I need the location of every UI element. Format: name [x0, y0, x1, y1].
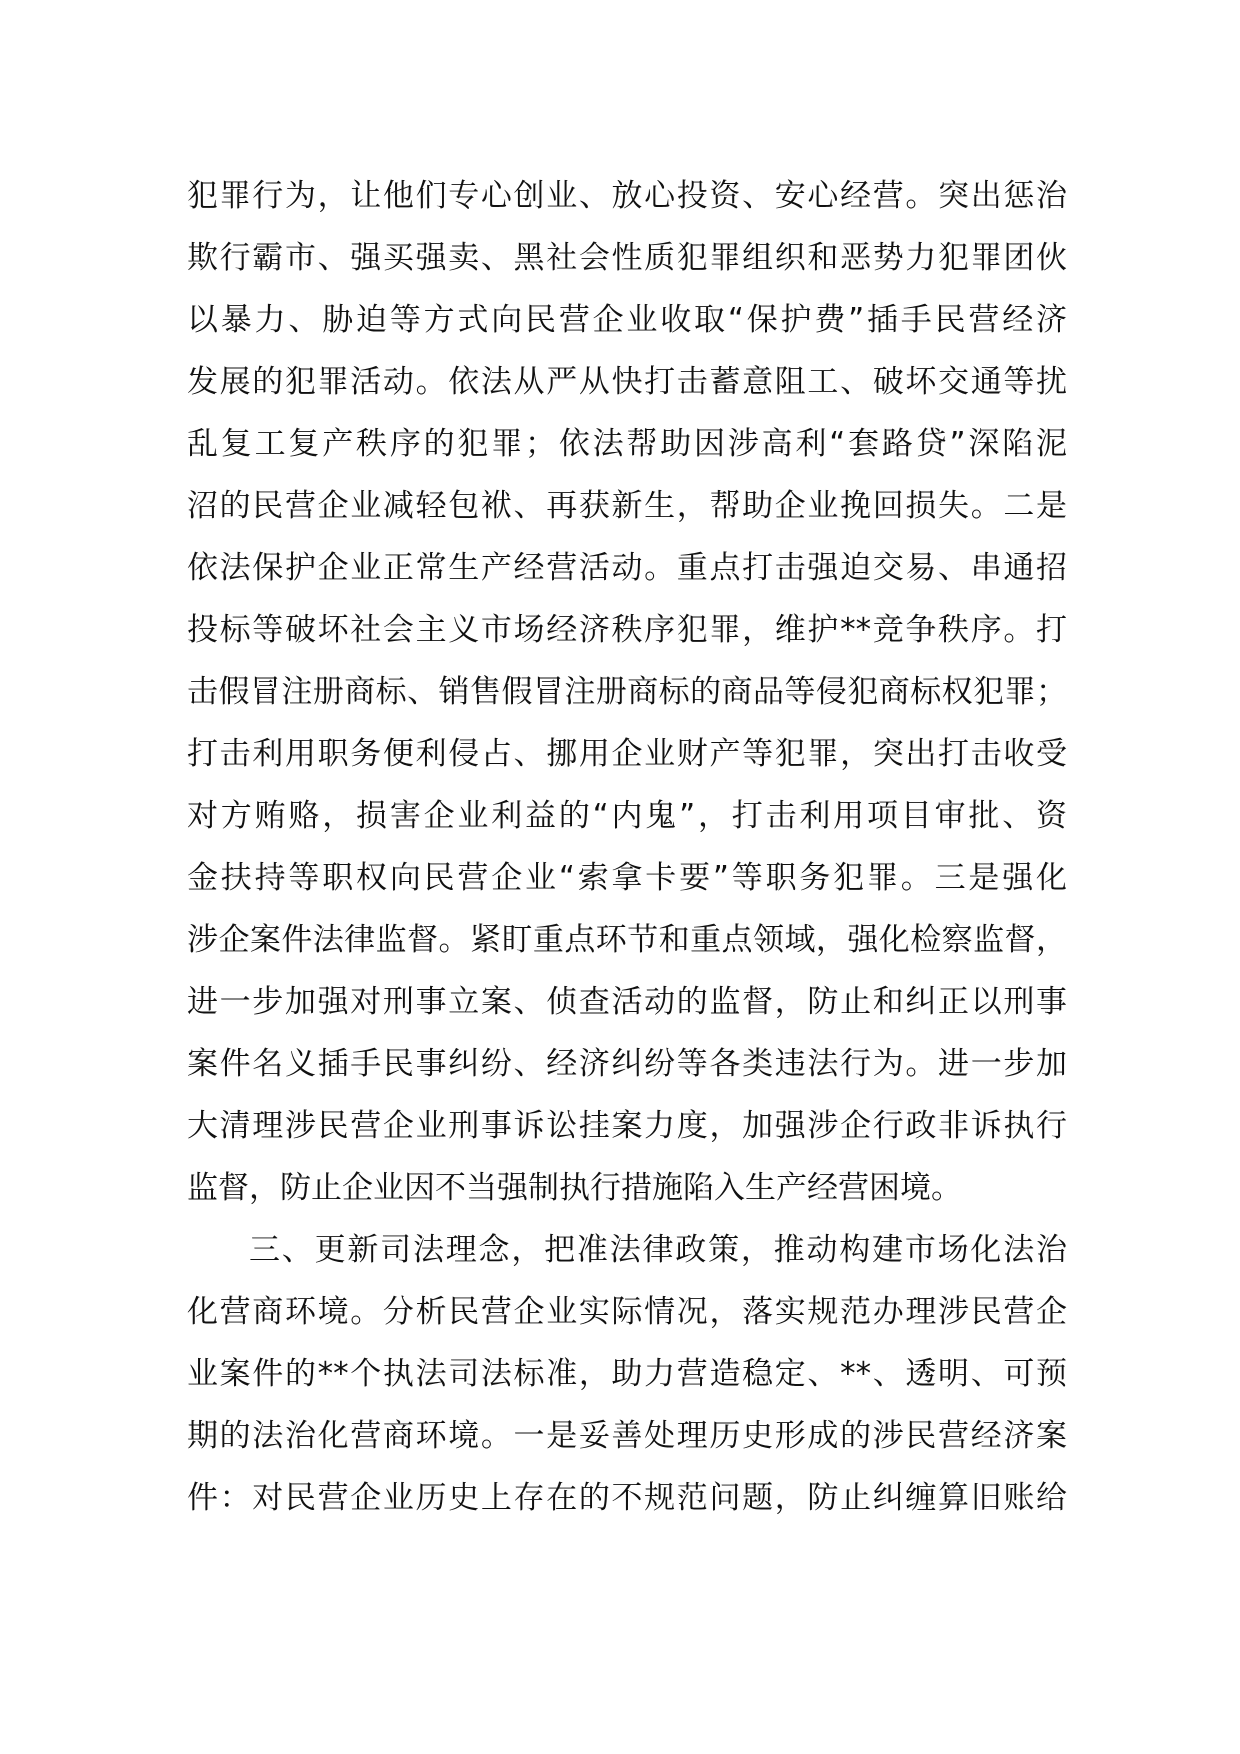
text-line: 案件名义插手民事纠纷、经济纠纷等各类违法行为。进一步加	[187, 1046, 1067, 1082]
text-line: 对方贿赂，损害企业利益的“内鬼”，打击利用项目审批、资	[187, 798, 1067, 834]
text-line: 发展的犯罪活动。依法从严从快打击蓄意阻工、破坏交通等扰	[187, 364, 1067, 400]
text-line: 件：对民营企业历史上存在的不规范问题，防止纠缠算旧账给	[187, 1480, 1067, 1516]
text-line: 大清理涉民营企业刑事诉讼挂案力度，加强涉企行政非诉执行	[187, 1108, 1067, 1144]
text-line: 打击利用职务便利侵占、挪用企业财产等犯罪，突出打击收受	[187, 736, 1067, 772]
text-line: 以暴力、胁迫等方式向民营企业收取“保护费”插手民营经济	[187, 302, 1067, 338]
body-text	[187, 165, 1067, 1529]
text-line: 化营商环境。分析民营企业实际情况，落实规范办理涉民营企	[187, 1294, 1067, 1330]
text-line: 金扶持等职权向民营企业“索拿卡要”等职务犯罪。三是强化	[187, 860, 1067, 896]
text-line: 沼的民营企业减轻包袱、再获新生，帮助企业挽回损失。二是	[187, 488, 1067, 524]
text-line: 乱复工复产秩序的犯罪；依法帮助因涉高利“套路贷”深陷泥	[187, 426, 1067, 462]
section-heading-line: 三、更新司法理念，把准法律政策，推动构建市场化法治	[249, 1232, 1067, 1268]
text-line: 业案件的**个执法司法标准，助力营造稳定、**、透明、可预	[187, 1356, 1067, 1392]
text-line: 涉企案件法律监督。紧盯重点环节和重点领域，强化检察监督，	[187, 922, 1067, 958]
text-line: 犯罪行为，让他们专心创业、放心投资、安心经营。突出惩治	[187, 178, 1067, 214]
text-line: 欺行霸市、强买强卖、黑社会性质犯罪组织和恶势力犯罪团伙	[187, 240, 1067, 276]
text-line: 依法保护企业正常生产经营活动。重点打击强迫交易、串通招	[187, 550, 1067, 586]
text-line: 进一步加强对刑事立案、侦查活动的监督，防止和纠正以刑事	[187, 984, 1067, 1020]
text-line: 击假冒注册商标、销售假冒注册商标的商品等侵犯商标权犯罪；	[187, 674, 1067, 710]
paragraph-end-line: 监督，防止企业因不当强制执行措施陷入生产经营困境。	[187, 1170, 962, 1206]
text-line: 投标等破坏社会主义市场经济秩序犯罪，维护**竞争秩序。打	[187, 612, 1067, 648]
text-line: 期的法治化营商环境。一是妥善处理历史形成的涉民营经济案	[187, 1418, 1067, 1454]
